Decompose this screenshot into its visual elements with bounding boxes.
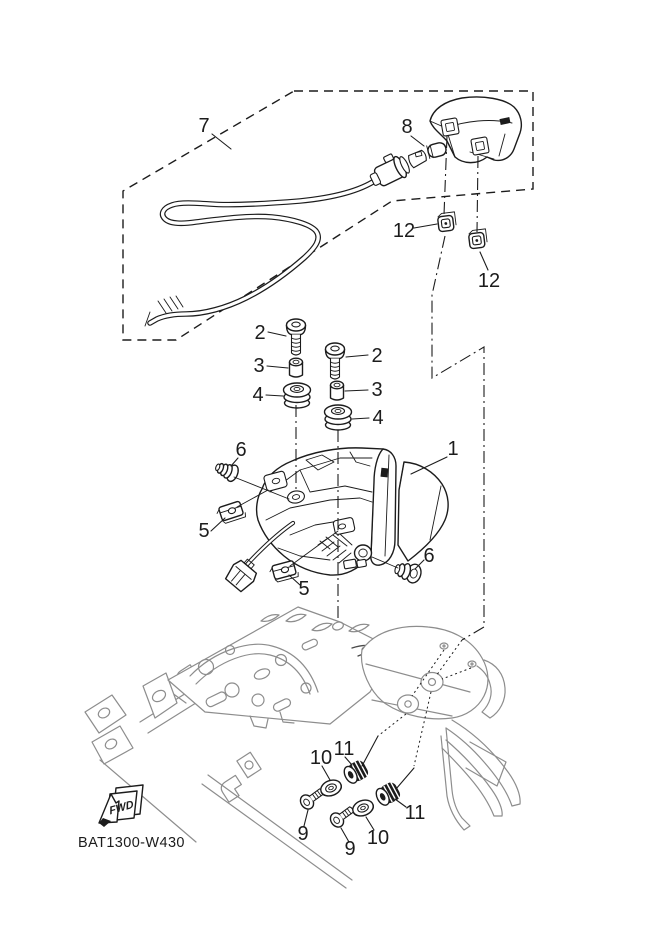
bulb-part-8 <box>427 142 448 159</box>
callout-3-right: 3 <box>371 379 383 401</box>
callout-3-left: 3 <box>253 355 265 377</box>
housing-socket <box>441 118 460 137</box>
grommet-part-6-right <box>393 559 423 584</box>
callout-9-right: 9 <box>344 838 356 860</box>
fwd-arrow-icon <box>99 785 143 827</box>
callout-10-left: 10 <box>309 747 333 769</box>
screw-part-2-left <box>287 319 306 355</box>
screw-part-9-right <box>328 803 357 830</box>
grommet-part-11-right <box>373 780 402 807</box>
grommet-part-6-left <box>213 459 241 483</box>
clip-part-12-right <box>468 229 488 249</box>
callout-4-left: 4 <box>252 384 264 406</box>
callout-6-right: 6 <box>423 545 435 567</box>
collar-part-3-right <box>331 381 344 400</box>
grommet-part-11-left <box>341 758 370 785</box>
connector <box>223 555 262 594</box>
callout-12-left: 12 <box>392 220 416 242</box>
callout-10-right: 10 <box>366 827 390 849</box>
drawing-code: BAT1300-W430 <box>78 835 185 851</box>
callout-9-left: 9 <box>297 823 309 845</box>
callout-2-left: 2 <box>254 322 266 344</box>
callout-2-right: 2 <box>371 345 383 367</box>
housing-socket <box>471 137 490 156</box>
grommet-part-4-left <box>284 383 311 408</box>
callout-8: 8 <box>401 116 413 138</box>
wire-harness-part-7 <box>145 149 428 326</box>
callout-5-right: 5 <box>298 578 310 600</box>
callout-11-right: 11 <box>404 802 426 824</box>
callout-11-left: 11 <box>333 738 355 760</box>
callout-7: 7 <box>198 115 210 137</box>
callout-4-right: 4 <box>372 407 384 429</box>
fwd-label: FWD <box>108 798 135 818</box>
fender-boss <box>421 673 443 692</box>
washer-part-10-right <box>351 797 376 818</box>
bulb-holder <box>407 150 427 169</box>
callout-6-left: 6 <box>235 439 247 461</box>
callout-12-right: 12 <box>477 270 501 292</box>
collar-part-3-left <box>290 358 303 377</box>
callout-1: 1 <box>447 438 459 460</box>
grommet-part-4-right <box>325 405 352 430</box>
callout-5-left: 5 <box>198 520 210 542</box>
screw-part-2-right <box>326 343 345 379</box>
clip-part-12-left <box>437 212 457 232</box>
